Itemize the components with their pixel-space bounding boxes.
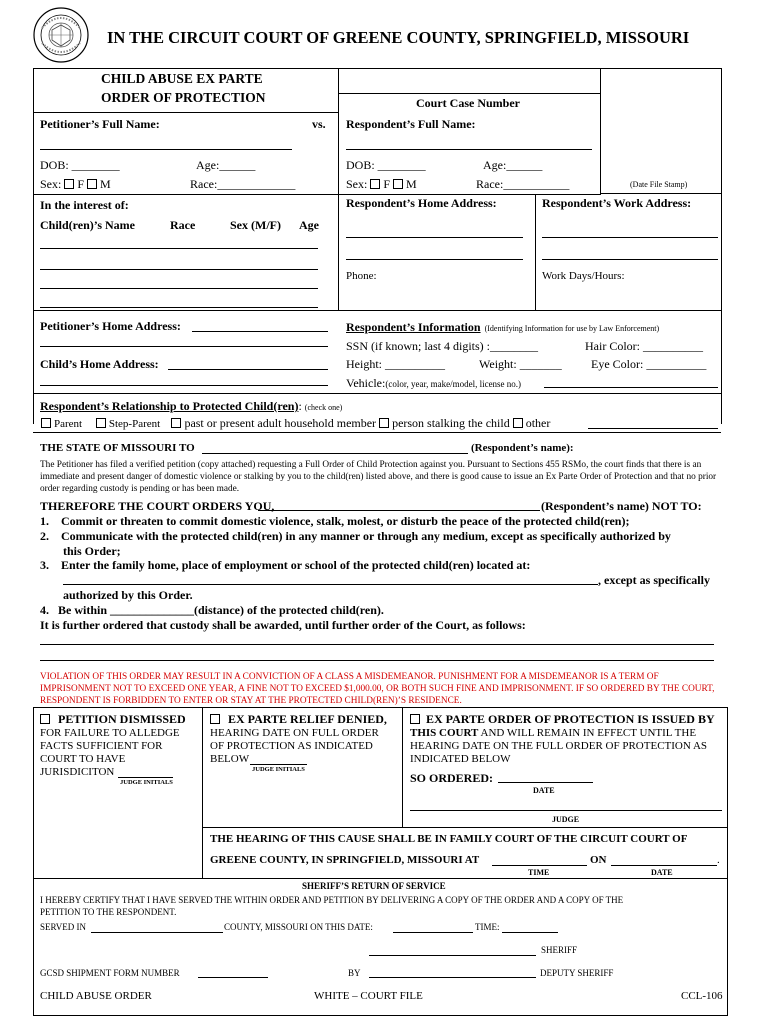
other-checkbox[interactable] (513, 418, 523, 428)
custody-line-2[interactable] (40, 660, 714, 661)
relief-denied-checkbox[interactable] (210, 714, 220, 724)
hearing-time-label: TIME (528, 868, 550, 877)
vs-label: vs. (312, 117, 326, 131)
gcsd-field[interactable] (198, 977, 268, 978)
dismissed-judge-initials: JUDGE INITIALS (120, 779, 173, 786)
so-ordered-date-label: DATE (533, 786, 555, 795)
child-home-line-2[interactable] (40, 385, 328, 386)
footer-left: CHILD ABUSE ORDER (40, 990, 152, 1002)
petitioner-sex-m-checkbox[interactable] (87, 179, 97, 189)
issued-line-1: THIS COURT AND WILL REMAIN IN EFFECT UNTIL THE (410, 727, 697, 739)
form-title-line1: CHILD ABUSE EX PARTE (101, 71, 263, 86)
col-race: Race (170, 218, 196, 232)
petitioner-age[interactable]: Age:______ (196, 158, 256, 172)
order-item-4: 4. Be within ______________(distance) of the protected child(ren). (40, 603, 384, 617)
denied-line-1: HEARING DATE ON FULL ORDER (210, 727, 379, 739)
ssn-field[interactable]: SSN (if known; last 4 digits) :________ (346, 339, 539, 353)
col-age: Age (299, 218, 319, 232)
so-ordered-date-field[interactable] (498, 782, 593, 783)
footer-form-number: CCL-106 (681, 990, 723, 1002)
served-in-field[interactable] (91, 932, 223, 933)
dismissed-line-4: JURISDICITON (40, 766, 115, 778)
step-parent-checkbox[interactable] (96, 418, 106, 428)
petitioner-home-line-2[interactable] (40, 346, 328, 347)
sheriff-cert-line-1: I HEREBY CERTIFY THAT I HAVE SERVED THE WITHIN ORDER AND PETITION BY DELIVERING A COPY OF THE ORDER AND A COPY OF THE (40, 895, 624, 905)
bottom-rule (33, 1015, 727, 1016)
violation-warning: VIOLATION OF THIS ORDER MAY RESULT IN A CONVICTION OF A CLASS A MISDEMEANOR. PUNISHMENT FOR A MISDEMEANOR IS A TERM OF IMPRISONMENT NOT TO EXCEED ONE YEAR, A FINE NOT TO EXCEED $1,000.00, OR BOTH SUCH FINE AND IMPRISONMENT. IF SO ORDERED BY THE COURT, RESPONDENT IS FORBIDDEN TO ENTER OR STAY AT THE PROTECTED CHILD(REN)’S RESIDENCE. (40, 672, 715, 706)
child-row-4[interactable] (40, 307, 318, 308)
so-ordered-label: SO ORDERED: (410, 771, 494, 785)
dismissed-line-2: FACTS SUFFICIENT FOR (40, 740, 163, 752)
petitioner-sex-f-checkbox[interactable] (64, 179, 74, 189)
order-issued-checkbox[interactable] (410, 714, 420, 724)
vehicle-label: Vehicle:(color, year, make/model, license no.) (346, 376, 522, 390)
respondent-name-label: Respondent’s Full Name: (346, 117, 476, 131)
col-sex: Sex (M/F) (230, 218, 281, 232)
petitioner-home-line-1[interactable] (192, 331, 328, 332)
except-label: , except as specifically (598, 573, 710, 587)
respondent-race[interactable]: Race:___________ (476, 177, 570, 191)
order-item-3: 3. Enter the family home, place of employment or school of the protected child(ren) located at: (40, 558, 531, 572)
respondent-work-line-1[interactable] (542, 237, 718, 238)
hearing-line-2: GREENE COUNTY, IN SPRINGFIELD, MISSOURI AT (210, 854, 480, 866)
respondent-age[interactable]: Age:______ (483, 158, 543, 172)
served-time-field[interactable] (502, 932, 558, 933)
state-paragraph: The Petitioner has filed a verified petition (copy attached) requesting a Full Order of Child Protection against you. Pursuant to Sections 455 RSMo, the court finds that there is an immediate and present danger of domestic violence or stalking by you to the child(ren) listed above, and there is good cause to issue an Ex Parte Order of Protection and that no prior order regarding custody is pending or has been made. (40, 460, 717, 494)
order-item-1: 1. Commit or threaten to commit domestic violence, stalk, molest, or disturb the peace of the protected child(ren); (40, 514, 630, 528)
order-issued-title: EX PARTE ORDER OF PROTECTION IS ISSUED BY (410, 712, 715, 727)
form-title-line2: ORDER OF PROTECTION (101, 90, 266, 105)
respondent-sex-f-checkbox[interactable] (370, 179, 380, 189)
court-title: IN THE CIRCUIT COURT OF GREENE COUNTY, SPRINGFIELD, MISSOURI (107, 28, 690, 47)
child-row-3[interactable] (40, 288, 318, 289)
col-child-name: Child(ren)’s Name (40, 218, 135, 232)
served-date-field[interactable] (393, 932, 473, 933)
eye-color-field[interactable]: Eye Color: __________ (591, 357, 707, 371)
child-home-line-1[interactable] (168, 369, 328, 370)
hearing-period: . (717, 854, 720, 866)
height-field[interactable]: Height: __________ (346, 357, 445, 371)
respondent-sex: Sex: F M (346, 177, 417, 191)
denied-line-3: BELOW (210, 753, 250, 765)
sheriff-cert-line-2: PETITION TO THE RESPONDENT. (40, 907, 177, 917)
custody-line-1[interactable] (40, 644, 714, 645)
orders-respondent-field[interactable] (258, 510, 540, 511)
sheriff-signature-field[interactable] (369, 955, 536, 956)
child-row-2[interactable] (40, 269, 318, 270)
denied-judge-initials: JUDGE INITIALS (252, 766, 305, 773)
respondent-home-line-1[interactable] (346, 237, 523, 238)
authorized-label: authorized by this Order. (63, 588, 193, 602)
state-line: THE STATE OF MISSOURI TO (40, 442, 195, 454)
by-label: BY (348, 968, 361, 978)
petitioner-name-field[interactable] (40, 149, 292, 150)
respondent-info-heading: Respondent’s Information (Identifying Information for use by Law Enforcement) (346, 320, 660, 334)
therefore-label: THEREFORE THE COURT ORDERS YOU, (40, 499, 275, 513)
stalking-checkbox[interactable] (379, 418, 389, 428)
relationship-heading: Respondent’s Relationship to Protected Child(ren): (check one) (40, 399, 343, 413)
deputy-signature-field[interactable] (369, 977, 536, 978)
petitioner-race[interactable]: Race:_____________ (190, 177, 296, 191)
petition-dismissed-title: PETITION DISMISSED (40, 712, 186, 727)
custody-label: It is further ordered that custody shall be awarded, until further order of the Court, as follows: (40, 618, 526, 632)
order-item-2b: this Order; (63, 544, 121, 558)
petitioner-home-address-label: Petitioner’s Home Address: (40, 319, 181, 333)
relationship-options: Parent Step-Parent past or present adult household member person stalking the child other (38, 416, 550, 431)
petitioner-sex: Sex: F M (40, 177, 111, 191)
petitioner-dob[interactable]: DOB: ________ (40, 158, 120, 172)
not-to-label: (Respondent’s name) NOT TO: (541, 499, 702, 513)
state-respondent-name: (Respondent’s name): (471, 442, 574, 454)
respondent-home-address-label: Respondent’s Home Address: (346, 196, 497, 210)
order-item-2: 2. Communicate with the protected child(ren) in any manner or through any medium, except as specifically authorized by (40, 529, 671, 543)
judge-label: JUDGE (552, 815, 580, 824)
location-field[interactable] (63, 584, 598, 585)
weight-field[interactable]: Weight: _______ (479, 357, 562, 371)
hearing-date-label: DATE (651, 868, 673, 877)
issued-line-2: HEARING DATE ON THE FULL ORDER OF PROTECTION AS (410, 740, 708, 752)
denied-line-2: OF PROTECTION AS INDICATED (210, 740, 373, 752)
household-member-checkbox[interactable] (171, 418, 181, 428)
hearing-on-label: ON (590, 854, 607, 866)
served-in-label: SERVED IN (40, 922, 87, 932)
other-field[interactable] (588, 428, 718, 429)
issued-line-3: INDICATED BELOW (410, 753, 511, 765)
respondent-work-line-2[interactable] (542, 259, 718, 260)
gcsd-label: GCSD SHIPMENT FORM NUMBER (40, 968, 180, 978)
petitioner-name-label: Petitioner’s Full Name: (40, 117, 160, 131)
sheriff-label: SHERIFF (541, 945, 578, 955)
interest-label: In the interest of: (40, 198, 129, 212)
work-days-label: Work Days/Hours: (542, 270, 625, 282)
judge-signature-field[interactable] (410, 810, 722, 811)
hair-color-field[interactable]: Hair Color: __________ (585, 339, 703, 353)
denied-initials-field[interactable] (250, 764, 307, 765)
sheriff-return-title: SHERIFF’S RETURN OF SERVICE (302, 881, 446, 891)
respondent-dob[interactable]: DOB: ________ (346, 158, 426, 172)
hearing-time-field[interactable] (492, 865, 587, 866)
hearing-line-1: THE HEARING OF THIS CAUSE SHALL BE IN FAMILY COURT OF THE CIRCUIT COURT OF (210, 833, 688, 845)
court-seal (32, 6, 90, 64)
child-home-address-label: Child’s Home Address: (40, 357, 159, 371)
child-row-1[interactable] (40, 248, 318, 249)
respondent-work-address-label: Respondent’s Work Address: (542, 196, 692, 210)
date-file-stamp: (Date File Stamp) (630, 180, 688, 189)
served-time-label: TIME: (475, 922, 500, 932)
footer-center: WHITE – COURT FILE (314, 990, 423, 1002)
respondent-home-line-2[interactable] (346, 259, 523, 260)
case-number-label: Court Case Number (416, 96, 520, 110)
dismissed-line-3: COURT TO HAVE (40, 753, 126, 765)
respondent-name-state-field[interactable] (202, 453, 468, 454)
phone-label: Phone: (346, 270, 377, 282)
relief-denied-title: EX PARTE RELIEF DENIED, (210, 712, 387, 727)
dismissed-initials-field[interactable] (118, 777, 173, 778)
parent-checkbox[interactable] (41, 418, 51, 428)
dismissed-line-1: FOR FAILURE TO ALLEDGE (40, 727, 180, 739)
respondent-name-field[interactable] (346, 149, 592, 150)
respondent-sex-m-checkbox[interactable] (393, 179, 403, 189)
hearing-date-field[interactable] (611, 865, 717, 866)
deputy-sheriff-label: DEPUTY SHERIFF (540, 968, 614, 978)
petition-dismissed-checkbox[interactable] (40, 714, 50, 724)
county-on-label: COUNTY, MISSOURI ON THIS DATE: (224, 922, 373, 932)
vehicle-field[interactable] (544, 387, 718, 388)
